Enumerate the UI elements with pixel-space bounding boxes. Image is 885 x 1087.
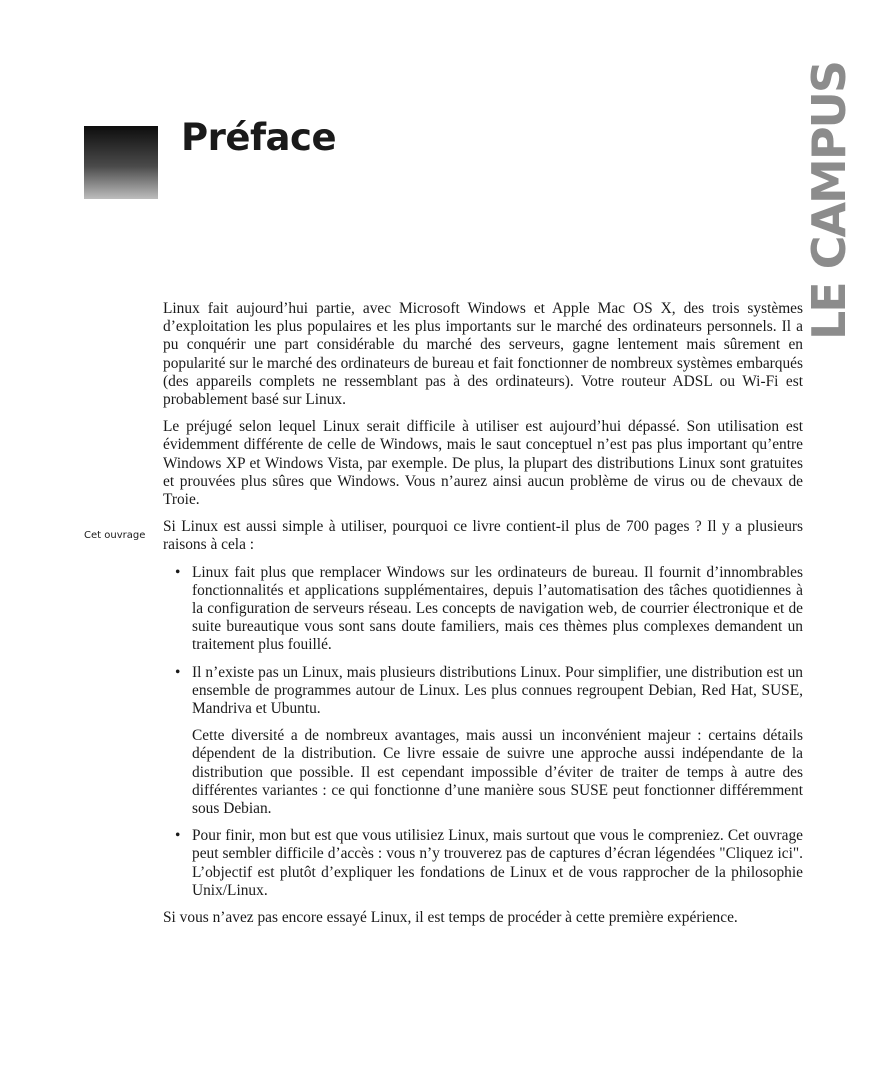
- list-item: [163, 564, 803, 655]
- margin-note: Cet ouvrage: [84, 530, 146, 541]
- bullet-text: • Linux fait plus que remplacer Windows sur les ordinateurs de bureau. Il fournit d’innombrables fonctionnalités et applications supplémentaires, depuis l’automatisation des tâches quotidiennes à la configuration de serveurs réseau. Les concepts de navigation web, de courrier électronique et de suite bureautique vous sont sans doute familiers, mais ces thèmes plus complexes demandent un traitement plus fouillé.: [192, 563, 803, 654]
- series-label: [789, 61, 869, 341]
- paragraph-reasons: Si Linux est aussi simple à utiliser, pourquoi ce livre contient-il plus de 700 pages ? Il y a plusieurs raisons à cela :: [163, 518, 803, 554]
- chapter-ornament: [84, 126, 158, 199]
- bullet-text: • Il n’existe pas un Linux, mais plusieurs distributions Linux. Pour simplifier, une distribution est un ensemble de programmes autour de Linux. Les plus connues regroupent Debian, Red Hat, SUSE, Mandriva et Ubuntu.: [192, 663, 803, 718]
- bullet-text: • Pour finir, mon but est que vous utilisiez Linux, mais surtout que vous le compreniez. Cet ouvrage peut sembler difficile d’accès : vous n’y trouverez pas de captures d’écran légendées "Cliquez ici". L’objectif est plutôt d’expliquer les fondations de Linux et de vous rapprocher de la philosophie Unix/Linux.: [192, 827, 803, 899]
- reasons-list: [163, 564, 803, 900]
- chapter-title: Préface: [181, 116, 337, 159]
- bullet-continuation: Cette diversité a de nombreux avantages, mais aussi un inconvénient majeur : certains détails dépendent de la distribution. Ce livre essaie de suivre une approche aussi indépendante de la distribution que possible. Il est cependant impossible d’éviter de traiter de temps à autre des différentes variantes : ce qui fonctionne d’une manière sous SUSE peut fonctionner différemment sous Debian.: [192, 727, 803, 818]
- paragraph-intro: Linux fait aujourd’hui partie, avec Microsoft Windows et Apple Mac OS X, des trois systèmes d’exploitation les plus populaires et les plus importants sur le marché des ordinateurs personnels. Il a pu conquérir une part considérable du marché des serveurs, gagne lentement mais sûrement en popularité sur le marché des ordinateurs de bureau et fait fonctionner de nombreux systèmes embarqués (des appareils complets ne ressemblant pas à des ordinateurs). Votre routeur ADSL ou Wi-Fi est probablement basé sur Linux.: [163, 300, 803, 409]
- list-item: [163, 827, 803, 900]
- series-label-text: LE CAMPUS: [802, 61, 856, 341]
- paragraph-prejudice: Le préjugé selon lequel Linux serait difficile à utiliser est aujourd’hui dépassé. Son utilisation est évidemment différente de celle de Windows, mais le saut conceptuel n’est pas plus important qu’entre Windows XP et Windows Vista, par exemple. De plus, la plupart des distributions Linux sont gratuites et prouvées plus sûres que Windows. Vous n’aurez ainsi aucun problème de virus ou de chevaux de Troie.: [163, 418, 803, 509]
- paragraph-closing: Si vous n’avez pas encore essayé Linux, il est temps de procéder à cette première expérience.: [163, 909, 738, 927]
- body-text: [163, 300, 803, 936]
- list-item: [163, 664, 803, 819]
